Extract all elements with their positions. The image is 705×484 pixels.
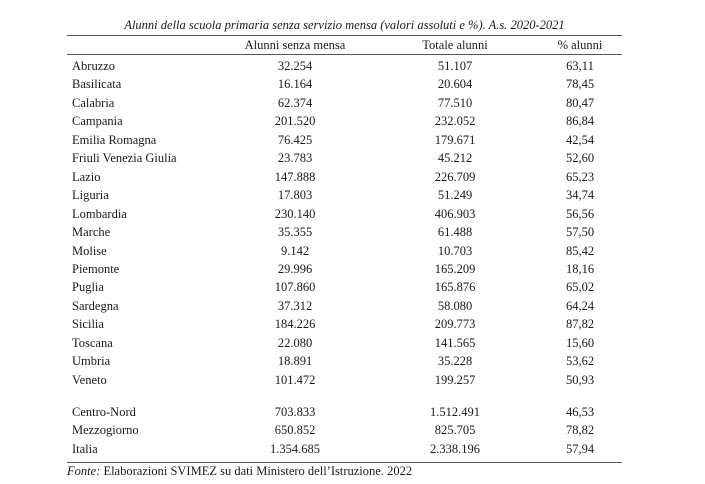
header-alunni-senza-mensa: Alunni senza mensa [244, 38, 346, 52]
table-row [0, 186, 705, 204]
cell-percent-alunni: 52,60 [565, 151, 595, 165]
cell-totale-alunni: 209.773 [434, 317, 476, 331]
cell-alunni-senza-mensa: 23.783 [277, 151, 313, 165]
table-row [0, 371, 705, 389]
source-text: Elaborazioni SVIMEZ su dati Ministero dell’Istruzione. 2022 [100, 464, 413, 478]
cell-percent-alunni: 63,11 [566, 59, 594, 73]
cell-totale-alunni: 232.052 [434, 114, 476, 128]
table-row [0, 205, 705, 223]
cell-alunni-senza-mensa: 32.254 [277, 59, 313, 73]
table-row [0, 223, 705, 241]
cell-percent-alunni: 56,56 [565, 207, 595, 221]
row-label: Centro-Nord [72, 405, 136, 419]
cell-percent-alunni: 15,60 [565, 336, 595, 350]
table-row [0, 75, 705, 93]
cell-totale-alunni: 825.705 [434, 423, 476, 437]
cell-alunni-senza-mensa: 22.080 [277, 336, 313, 350]
table-row [0, 168, 705, 186]
table-row [0, 278, 705, 296]
cell-alunni-senza-mensa: 147.888 [274, 170, 316, 184]
table-row [0, 403, 705, 421]
cell-alunni-senza-mensa: 76.425 [277, 133, 313, 147]
table-row [0, 112, 705, 130]
cell-totale-alunni: 406.903 [434, 207, 476, 221]
row-label: Marche [72, 225, 111, 239]
source-label: Fonte: [67, 464, 101, 478]
row-label: Liguria [72, 188, 109, 202]
table-row [0, 131, 705, 149]
row-label: Lazio [72, 170, 101, 184]
cell-totale-alunni: 165.876 [434, 280, 476, 294]
cell-alunni-senza-mensa: 201.520 [274, 114, 316, 128]
cell-percent-alunni: 64,24 [565, 299, 595, 313]
row-label: Sicilia [72, 317, 104, 331]
row-label: Veneto [72, 373, 107, 387]
cell-totale-alunni: 20.604 [437, 77, 473, 91]
header-totale-alunni: Totale alunni [422, 38, 488, 52]
cell-totale-alunni: 226.709 [434, 170, 476, 184]
table-title: Alunni della scuola primaria senza servizio mensa (valori assoluti e %). A.s. 2020-2021 [124, 18, 565, 32]
table-row [0, 297, 705, 315]
cell-totale-alunni: 51.249 [437, 188, 473, 202]
cell-totale-alunni: 58.080 [437, 299, 473, 313]
row-label: Emilia Romagna [72, 133, 157, 147]
table-row [0, 57, 705, 75]
cell-totale-alunni: 199.257 [434, 373, 476, 387]
row-label: Basilicata [72, 77, 122, 91]
cell-alunni-senza-mensa: 29.996 [277, 262, 313, 276]
cell-percent-alunni: 18,16 [565, 262, 595, 276]
row-label: Mezzogiorno [72, 423, 139, 437]
cell-percent-alunni: 46,53 [565, 405, 595, 419]
cell-percent-alunni: 57,94 [565, 442, 595, 456]
table-row [0, 260, 705, 278]
cell-totale-alunni: 51.107 [437, 59, 473, 73]
cell-percent-alunni: 87,82 [565, 317, 595, 331]
row-label: Piemonte [72, 262, 120, 276]
table-row [0, 421, 705, 439]
cell-percent-alunni: 80,47 [565, 96, 595, 110]
cell-alunni-senza-mensa: 18.891 [277, 354, 313, 368]
cell-totale-alunni: 10.703 [437, 244, 473, 258]
row-label: Toscana [72, 336, 113, 350]
cell-percent-alunni: 78,82 [565, 423, 595, 437]
table-row [0, 315, 705, 333]
cell-percent-alunni: 34,74 [565, 188, 595, 202]
cell-alunni-senza-mensa: 230.140 [274, 207, 316, 221]
table-row [0, 149, 705, 167]
cell-totale-alunni: 179.671 [434, 133, 476, 147]
row-label: Abruzzo [72, 59, 116, 73]
header-percent-alunni: % alunni [557, 38, 603, 52]
cell-percent-alunni: 50,93 [565, 373, 595, 387]
source-note [67, 463, 412, 479]
cell-percent-alunni: 78,45 [565, 77, 595, 91]
cell-totale-alunni: 45.212 [437, 151, 473, 165]
row-label: Campania [72, 114, 123, 128]
row-label: Umbria [72, 354, 111, 368]
table-row [0, 352, 705, 370]
cell-totale-alunni: 165.209 [434, 262, 476, 276]
row-label: Molise [72, 244, 107, 258]
cell-alunni-senza-mensa: 107.860 [274, 280, 316, 294]
cell-alunni-senza-mensa: 62.374 [277, 96, 313, 110]
table-row [0, 94, 705, 112]
row-label: Friuli Venezia Giulia [72, 151, 177, 165]
table-row [0, 440, 705, 458]
cell-percent-alunni: 57,50 [565, 225, 595, 239]
table-row [0, 334, 705, 352]
cell-totale-alunni: 141.565 [434, 336, 476, 350]
cell-alunni-senza-mensa: 17.803 [277, 188, 313, 202]
cell-alunni-senza-mensa: 101.472 [274, 373, 316, 387]
cell-percent-alunni: 85,42 [565, 244, 595, 258]
cell-percent-alunni: 53,62 [565, 354, 595, 368]
row-label: Calabria [72, 96, 115, 110]
cell-alunni-senza-mensa: 1.354.685 [270, 442, 320, 456]
cell-totale-alunni: 1.512.491 [430, 405, 480, 419]
cell-totale-alunni: 77.510 [437, 96, 473, 110]
cell-alunni-senza-mensa: 16.164 [277, 77, 313, 91]
cell-alunni-senza-mensa: 650.852 [274, 423, 316, 437]
cell-alunni-senza-mensa: 184.226 [274, 317, 316, 331]
cell-alunni-senza-mensa: 703.833 [274, 405, 316, 419]
row-label: Sardegna [72, 299, 119, 313]
row-label: Puglia [72, 280, 104, 294]
cell-totale-alunni: 61.488 [437, 225, 473, 239]
cell-totale-alunni: 2.338.196 [430, 442, 480, 456]
row-label: Italia [72, 442, 98, 456]
cell-percent-alunni: 86,84 [565, 114, 595, 128]
header-rule [67, 54, 622, 55]
cell-percent-alunni: 65,23 [565, 170, 595, 184]
cell-percent-alunni: 42,54 [565, 133, 595, 147]
cell-alunni-senza-mensa: 35.355 [277, 225, 313, 239]
table-row [0, 242, 705, 260]
cell-percent-alunni: 65,02 [565, 280, 595, 294]
row-label: Lombardia [72, 207, 127, 221]
cell-alunni-senza-mensa: 9.142 [280, 244, 310, 258]
top-rule [67, 35, 622, 36]
cell-totale-alunni: 35.228 [437, 354, 473, 368]
cell-alunni-senza-mensa: 37.312 [277, 299, 313, 313]
